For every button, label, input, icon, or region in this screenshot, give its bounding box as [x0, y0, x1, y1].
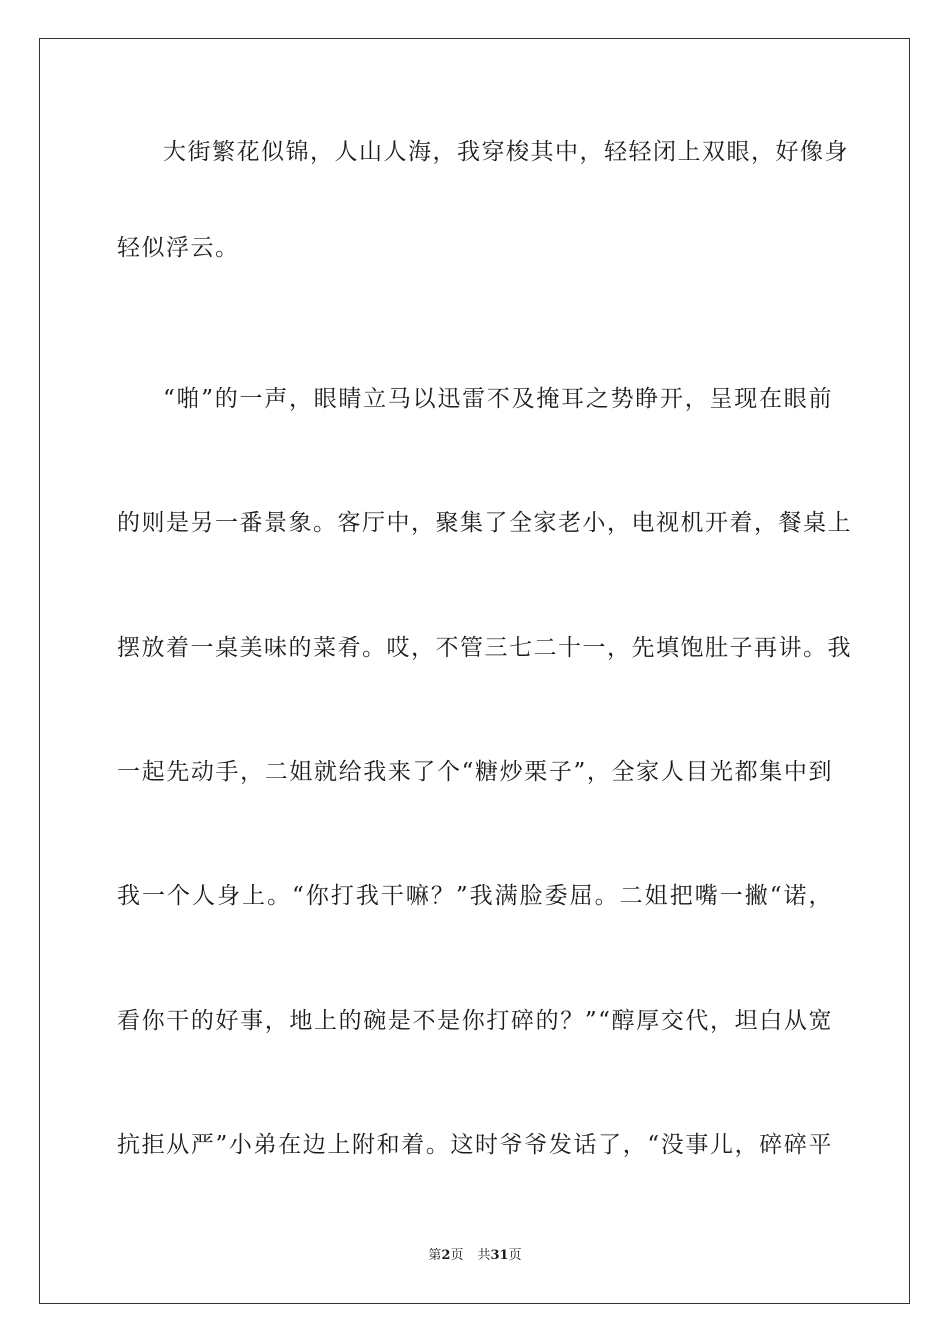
paragraph-line: 摆放着一桌美味的菜肴。哎，不管三七二十一，先填饱肚子再讲。我 — [117, 635, 852, 661]
paragraph-line: “啪”的一声，眼睛立马以迅雷不及掩耳之势睁开，呈现在眼前 — [163, 386, 833, 412]
page-prefix: 第 — [428, 1248, 442, 1263]
total-suffix: 页 — [508, 1248, 522, 1263]
paragraph-line: 看你干的好事，地上的碗是不是你打碎的？”“醇厚交代，坦白从宽 — [117, 1008, 833, 1034]
total-pages: 31 — [490, 1248, 509, 1263]
paragraph-line: 的则是另一番景象。客厅中，聚集了全家老小，电视机开着，餐桌上 — [117, 510, 852, 536]
page-number: 2 — [441, 1248, 451, 1263]
paragraph-line: 大街繁花似锦，人山人海，我穿梭其中，轻轻闭上双眼，好像身 — [163, 139, 849, 165]
paragraph-line: 抗拒从严”小弟在边上附和着。这时爷爷发话了，“没事儿，碎碎平 — [117, 1132, 833, 1158]
page-suffix: 页 — [450, 1248, 464, 1263]
paragraph-line: 轻似浮云。 — [117, 235, 240, 261]
page-border — [39, 38, 910, 1304]
paragraph-line: 一起先动手，二姐就给我来了个“糖炒栗子”，全家人目光都集中到 — [117, 759, 833, 785]
page-footer — [0, 1247, 950, 1265]
paragraph-line: 我一个人身上。“你打我干嘛？”我满脸委屈。二姐把嘴一撇“诺， — [117, 883, 833, 909]
total-prefix: 共 — [477, 1248, 491, 1263]
